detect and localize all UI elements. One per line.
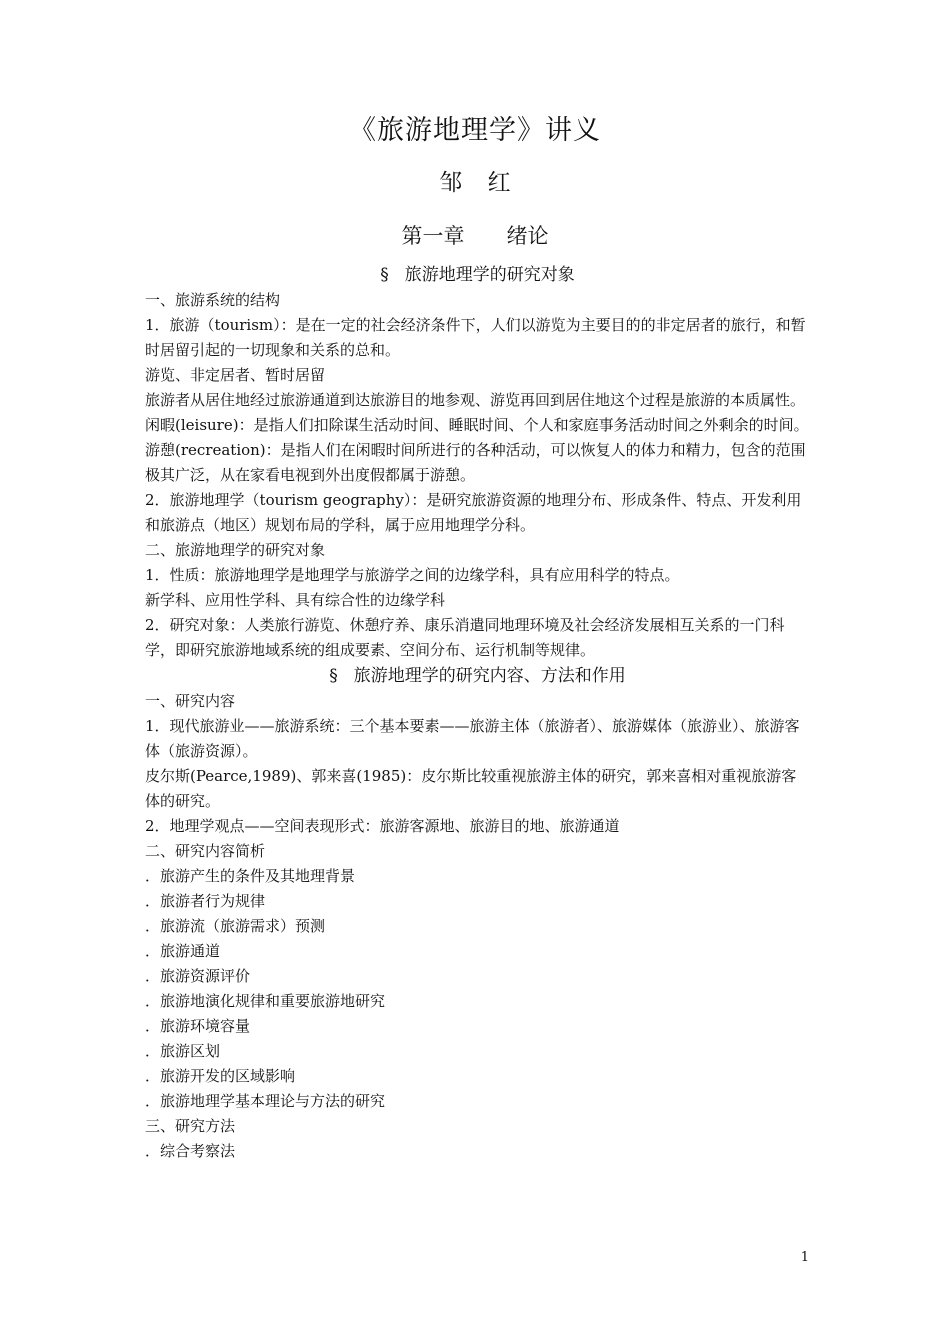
- section-mark: §: [380, 265, 389, 285]
- paragraph: 闲暇(leisure)：是指人们扣除谋生活动时间、睡眠时间、个人和家庭事务活动时间之外剩余的时间。: [145, 416, 809, 434]
- list-item: ．旅游产生的条件及其地理背景: [145, 867, 356, 885]
- list-item: ．旅游者行为规律: [145, 892, 266, 910]
- list-item: ．旅游流（旅游需求）预测: [145, 917, 326, 935]
- section-heading: [145, 262, 810, 288]
- paragraph: 皮尔斯(Pearce,1989)、郭来喜(1985)：皮尔斯比较重视旅游主体的研究，郭来喜相对重视旅游客体的研究。: [145, 767, 797, 810]
- subheading: 一、旅游系统的结构: [145, 291, 281, 309]
- subheading: 二、旅游地理学的研究对象: [145, 541, 326, 559]
- list-item: ．旅游区划: [145, 1042, 221, 1060]
- document-body: [145, 262, 810, 1164]
- paragraph: 游憩(recreation)：是指人们在闲暇时间所进行的各种活动，可以恢复人的体力和精力，包含的范围极其广泛，从在家看电视到外出度假都属于游憩。: [145, 441, 806, 484]
- document-title: 《旅游地理学》讲义: [349, 115, 601, 146]
- page-number: 1: [800, 1250, 809, 1265]
- section-heading: [145, 663, 810, 689]
- paragraph: 旅游者从居住地经过旅游通道到达旅游目的地参观、游览再回到居住地这个过程是旅游的本质属性。: [145, 391, 806, 409]
- paragraph: 2．研究对象：人类旅行游览、休憩疗养、康乐消遣同地理环境及社会经济发展相互关系的一门科学，即研究旅游地域系统的组成要素、空间分布、运行机制等规律。: [145, 616, 785, 659]
- paragraph: 游览、非定居者、暂时居留: [145, 366, 326, 384]
- subheading: 三、研究方法: [145, 1117, 236, 1135]
- paragraph: 2．地理学观点——空间表现形式：旅游客源地、旅游目的地、旅游通道: [145, 817, 620, 835]
- list-item: ．旅游开发的区域影响: [145, 1067, 296, 1085]
- paragraph: 新学科、应用性学科、具有综合性的边缘学科: [145, 591, 446, 609]
- list-item: ．旅游通道: [145, 942, 221, 960]
- list-item: ．旅游地理学基本理论与方法的研究: [145, 1092, 386, 1110]
- section-title: 旅游地理学的研究对象: [404, 265, 575, 285]
- paragraph: 1．旅游（tourism）：是在一定的社会经济条件下，人们以游览为主要目的的非定居者的旅行，和暂时居留引起的一切现象和关系的总和。: [145, 316, 806, 359]
- subheading: 二、研究内容简析: [145, 842, 266, 860]
- author-name: 邹 红: [439, 170, 511, 196]
- section-mark: §: [329, 666, 338, 686]
- list-item: ．旅游环境容量: [145, 1017, 251, 1035]
- list-item: ．旅游地演化规律和重要旅游地研究: [145, 992, 386, 1010]
- list-item: ．综合考察法: [145, 1142, 236, 1160]
- subheading: 一、研究内容: [145, 692, 236, 710]
- list-item: ．旅游资源评价: [145, 967, 251, 985]
- paragraph: 1．现代旅游业——旅游系统：三个基本要素——旅游主体（旅游者）、旅游媒体（旅游业）、旅游客体（旅游资源）。: [145, 717, 800, 760]
- section-title: 旅游地理学的研究内容、方法和作用: [353, 666, 626, 686]
- chapter-heading: 第一章 绪论: [401, 224, 549, 248]
- paragraph: 2．旅游地理学（tourism geography）：是研究旅游资源的地理分布、形成条件、特点、开发利用和旅游点（地区）规划布局的学科，属于应用地理学分科。: [145, 491, 802, 534]
- paragraph: 1．性质：旅游地理学是地理学与旅游学之间的边缘学科，具有应用科学的特点。: [145, 566, 680, 584]
